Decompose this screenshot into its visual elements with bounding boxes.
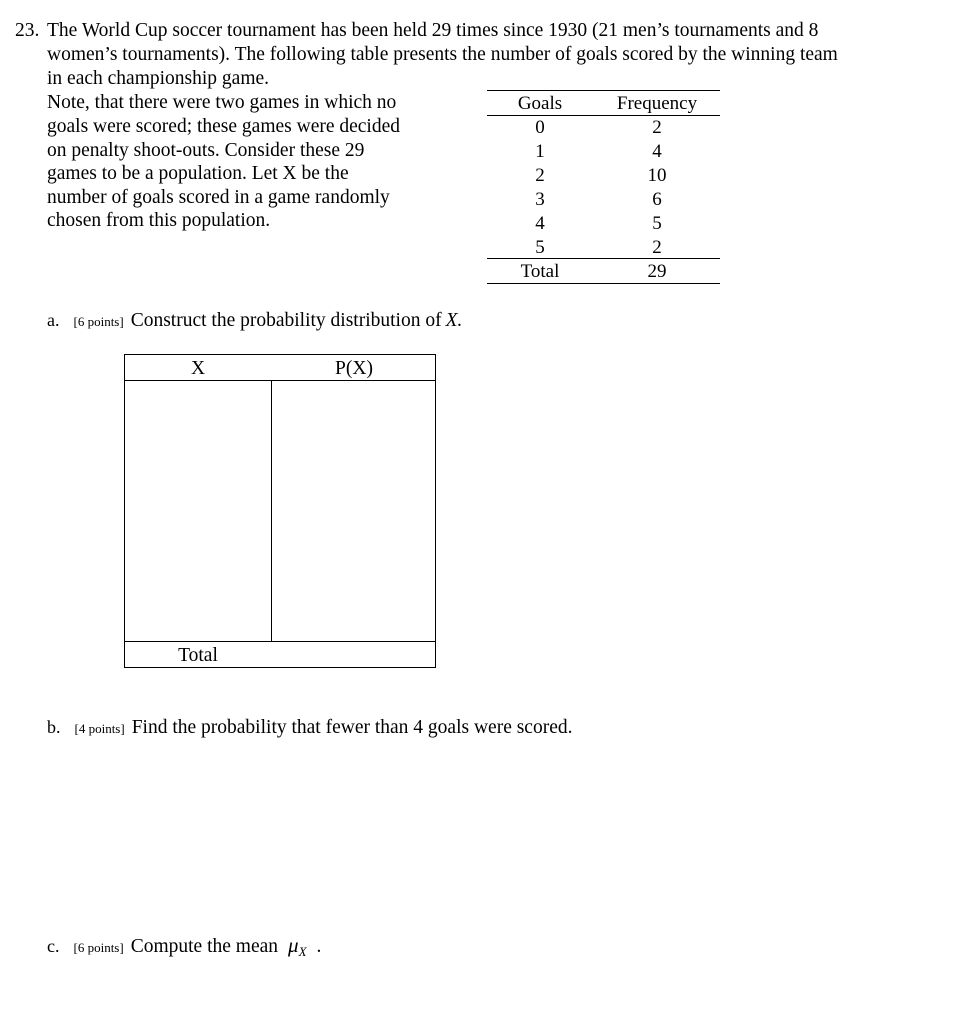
part-b-prompt [47, 715, 573, 741]
problem-number: 23. [15, 20, 40, 41]
frequency-cell: 2 [652, 117, 662, 138]
frequency-column [607, 92, 707, 284]
goals-cell: 5 [535, 237, 545, 258]
note-line-3: on penalty shoot-outs. Consider these 29 [47, 140, 365, 161]
note-line-4: games to be a population. Let X be the [47, 163, 349, 184]
part-c-text: Compute the mean [130, 936, 279, 957]
part-a-prompt [47, 308, 462, 334]
frequency-header: Frequency [616, 93, 698, 114]
frequency-total-value: 29 [647, 261, 667, 282]
note-line-5: number of goals scored in a game randomly [47, 187, 390, 208]
frequency-cell: 6 [652, 189, 662, 210]
probability-table-total-label: Total [178, 645, 218, 666]
part-b-points: [4 points] [74, 721, 125, 736]
part-a-letter: a. [47, 310, 60, 330]
frequency-cell: 2 [652, 237, 662, 258]
mean-subscript: X [298, 944, 307, 960]
probability-px-answer-cell[interactable] [273, 382, 434, 640]
part-a-points: [6 points] [73, 314, 124, 329]
frequency-cell: 10 [647, 165, 667, 186]
part-a-text: Construct the probability distribution of [130, 310, 442, 331]
part-c-letter: c. [47, 936, 60, 956]
goals-cell: 4 [535, 213, 545, 234]
probability-table-total-rule [124, 641, 436, 642]
intro-line-3: in each championship game. [47, 68, 270, 89]
probability-table-x-header: X [190, 358, 206, 379]
goals-header: Goals [517, 93, 563, 114]
frequency-cell: 4 [652, 141, 662, 162]
goals-table-top-rule [487, 90, 720, 91]
part-c-points: [6 points] [73, 940, 124, 955]
goals-cell: 3 [535, 189, 545, 210]
mean-symbol: μ [288, 933, 299, 957]
note-line-2: goals were scored; these games were decided [47, 116, 401, 137]
goals-total-label: Total [520, 261, 560, 282]
goals-column [500, 92, 580, 284]
part-c-prompt [47, 933, 321, 964]
goals-cell: 2 [535, 165, 545, 186]
part-b-letter: b. [47, 717, 61, 737]
part-b-text: Find the probability that fewer than 4 goals were scored. [131, 717, 573, 738]
goals-cell: 1 [535, 141, 545, 162]
goals-cell: 0 [535, 117, 545, 138]
note-line-1: Note, that there were two games in which no [47, 92, 397, 113]
intro-line-1: The World Cup soccer tournament has been held 29 times since 1930 (21 men’s tournaments and 8 [47, 20, 819, 41]
probability-x-answer-cell[interactable] [126, 382, 270, 640]
intro-line-2: women’s tournaments). The following table presents the number of goals scored by the winning team [47, 44, 838, 65]
part-a-variable: X. [445, 310, 463, 331]
probability-table-px-header: P(X) [335, 358, 373, 379]
note-line-6: chosen from this population. [47, 210, 271, 231]
part-c-period: . [316, 936, 322, 957]
frequency-cell: 5 [652, 213, 662, 234]
probability-table-divider [271, 380, 272, 642]
